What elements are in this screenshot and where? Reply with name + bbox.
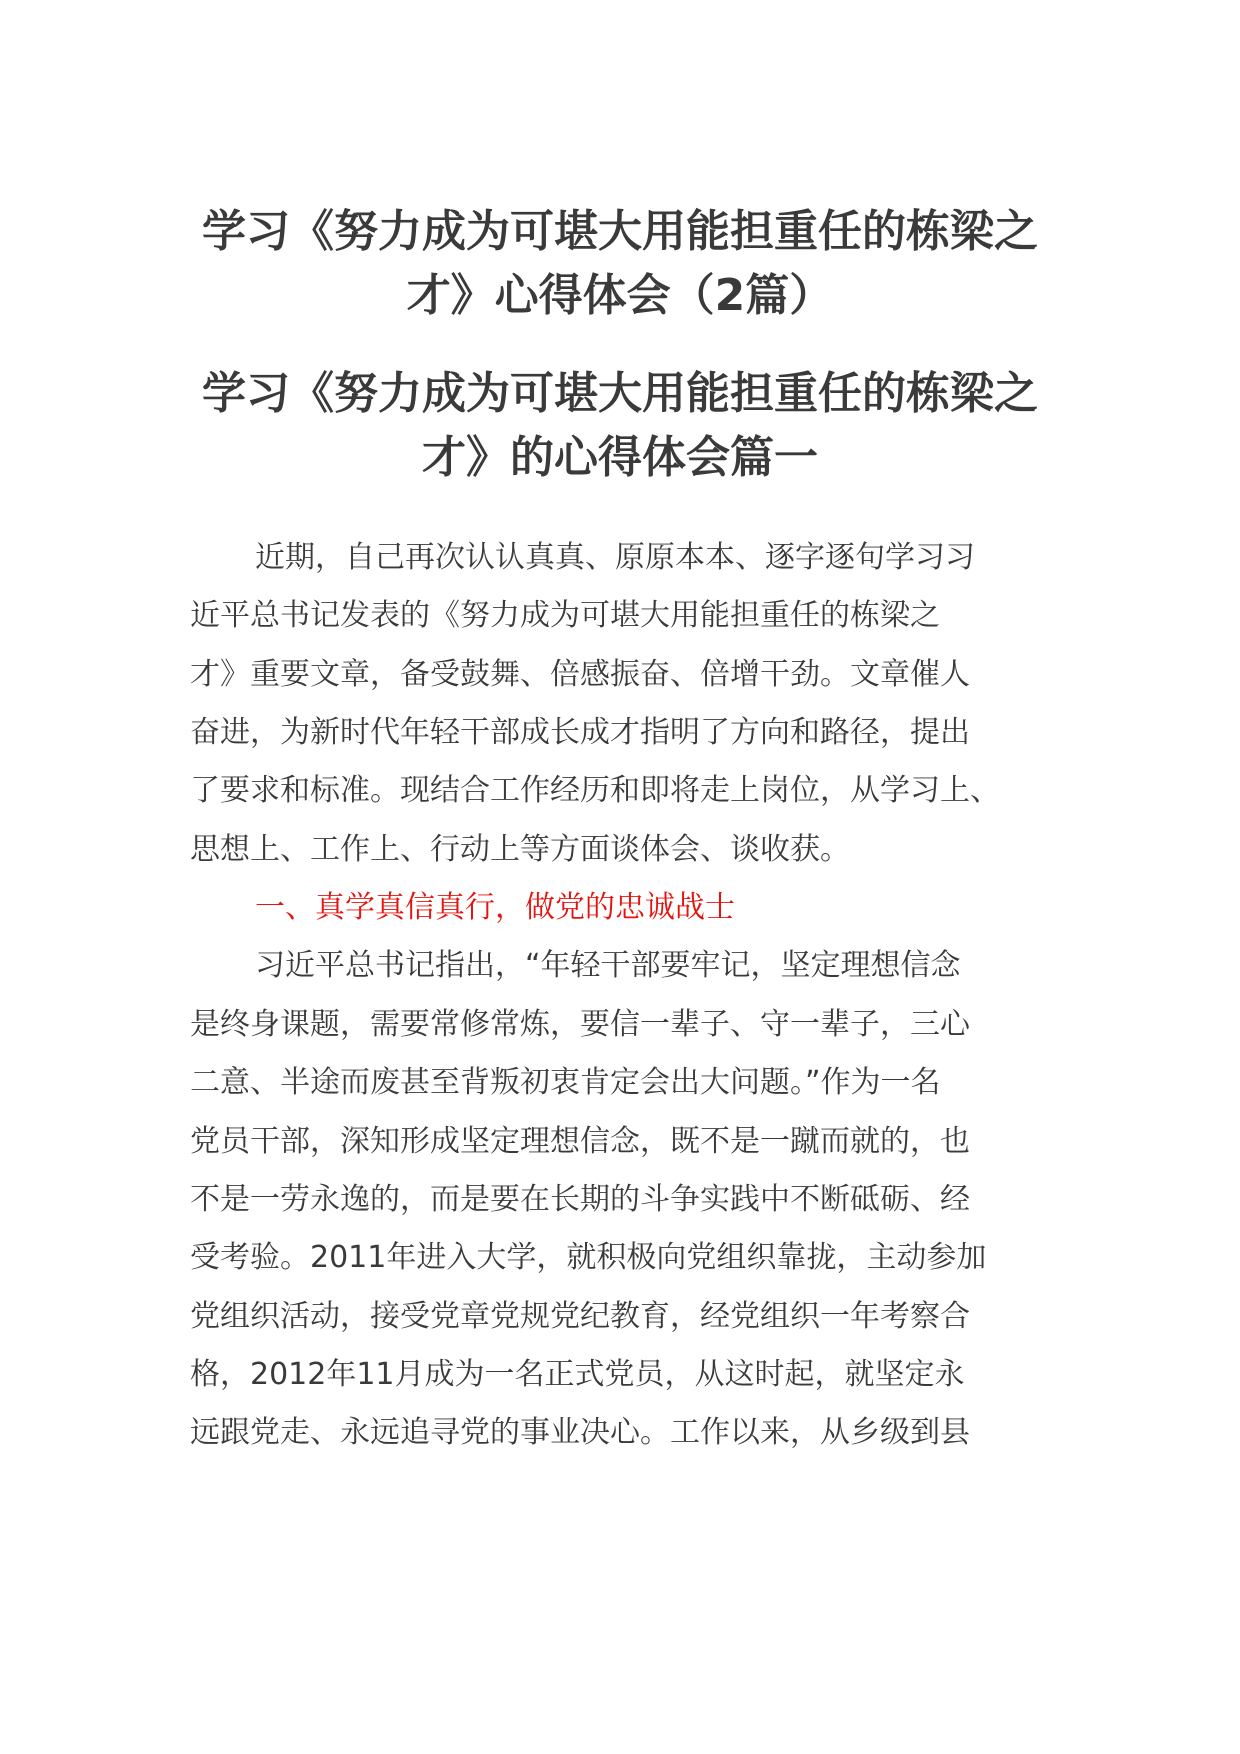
body-line: 了要求和标准。现结合工作经历和即将走上岗位，从学习上、	[190, 773, 1000, 808]
body-line: 奋进，为新时代年轻干部成长成才指明了方向和路径，提出	[190, 715, 970, 750]
body-line: 习近平总书记指出，“年轻干部要牢记，坚定理想信念	[255, 948, 961, 983]
main-title: 学习《努力成为可堪大用能担重任的栋梁之才》心得体会（2篇）	[202, 206, 1038, 321]
body-line: 二意、半途而废甚至背叛初衷肯定会出大问题。”作为一名	[190, 1065, 941, 1100]
body-line: 党组织活动，接受党章党规党纪教育，经党组织一年考察合	[190, 1299, 970, 1334]
sub-title: 学习《努力成为可堪大用能担重任的栋梁之才》的心得体会篇一	[202, 368, 1038, 483]
body-line: 不是一劳永逸的，而是要在长期的斗争实践中不断砥砺、经	[190, 1182, 970, 1217]
body-line: 思想上、工作上、行动上等方面谈体会、谈收获。	[190, 832, 850, 867]
body-line: 近期，自己再次认认真真、原原本本、逐字逐句学习习	[255, 540, 975, 575]
body-line: 近平总书记发表的《努力成为可堪大用能担重任的栋梁之	[190, 598, 940, 633]
body-line: 格，2012年11月成为一名正式党员，从这时起，就坚定永	[190, 1357, 965, 1392]
body-line: 党员干部，深知形成坚定理想信念，既不是一蹴而就的，也	[190, 1124, 970, 1159]
body-line: 受考验。2011年进入大学，就积极向党组织靠拢，主动参加	[190, 1240, 987, 1275]
body-line: 远跟党走、永远追寻党的事业决心。工作以来，从乡级到县	[190, 1415, 970, 1450]
body-line: 是终身课题，需要常修常炼，要信一辈子、守一辈子，三心	[190, 1007, 970, 1042]
section-heading: 一、真学真信真行，做党的忠诚战士	[255, 890, 735, 925]
body-line: 才》重要文章，备受鼓舞、倍感振奋、倍增干劲。文章催人	[190, 657, 970, 692]
